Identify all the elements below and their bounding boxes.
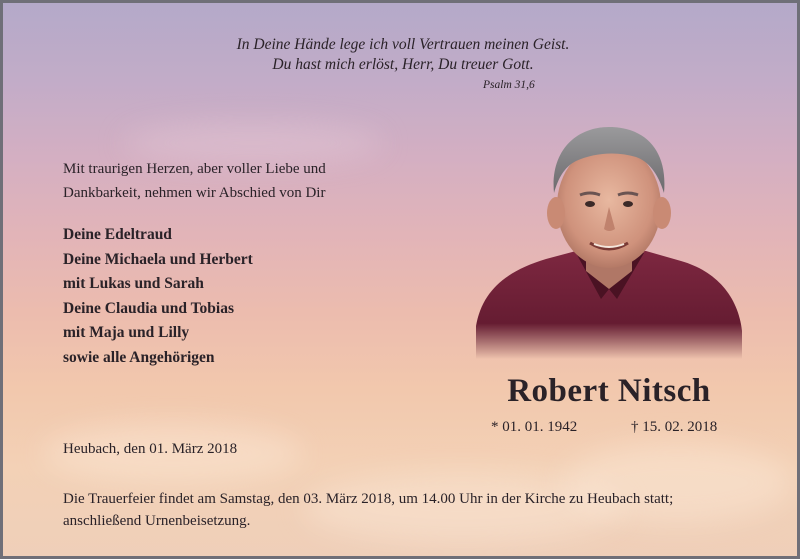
quote-line-2: Du hast mich erlöst, Herr, Du treuer Gott. [272, 56, 534, 73]
funeral-line-2: anschließend Urnenbeisetzung. [63, 513, 251, 529]
intro-line-2: Dankbarkeit, nehmen wir Abschied von Dir [63, 185, 326, 201]
mourners-list [63, 223, 253, 370]
funeral-info [63, 488, 673, 532]
portrait-photo [476, 121, 742, 359]
quote-source: Psalm 31,6 [483, 79, 535, 91]
quote-line-1: In Deine Hände lege ich voll Vertrauen meinen Geist. [236, 36, 570, 53]
death-date: † 15. 02. 2018 [631, 419, 718, 435]
intro-line-1: Mit traurigen Herzen, aber voller Liebe und [63, 161, 326, 177]
mourner-line: mit Maja und Lilly [63, 324, 190, 341]
mourner-line: Deine Michaela und Herbert [63, 250, 253, 268]
place-and-date: Heubach, den 01. März 2018 [63, 441, 238, 457]
funeral-line-1: Die Trauerfeier findet am Samstag, den 03. März 2018, um 14.00 Uhr in der Kirche zu Heubach statt; [63, 491, 674, 507]
bible-quote [3, 35, 800, 75]
birth-date: * 01. 01. 1942 [491, 419, 578, 435]
mourner-line: Deine Edeltraud [63, 226, 172, 243]
deceased-name: Robert Nitsch [507, 373, 711, 409]
mourner-line: mit Lukas und Sarah [63, 275, 204, 292]
mourner-line: Deine Claudia und Tobias [63, 299, 235, 317]
mourner-line: sowie alle Angehörigen [63, 348, 215, 366]
intro-text [63, 157, 326, 205]
